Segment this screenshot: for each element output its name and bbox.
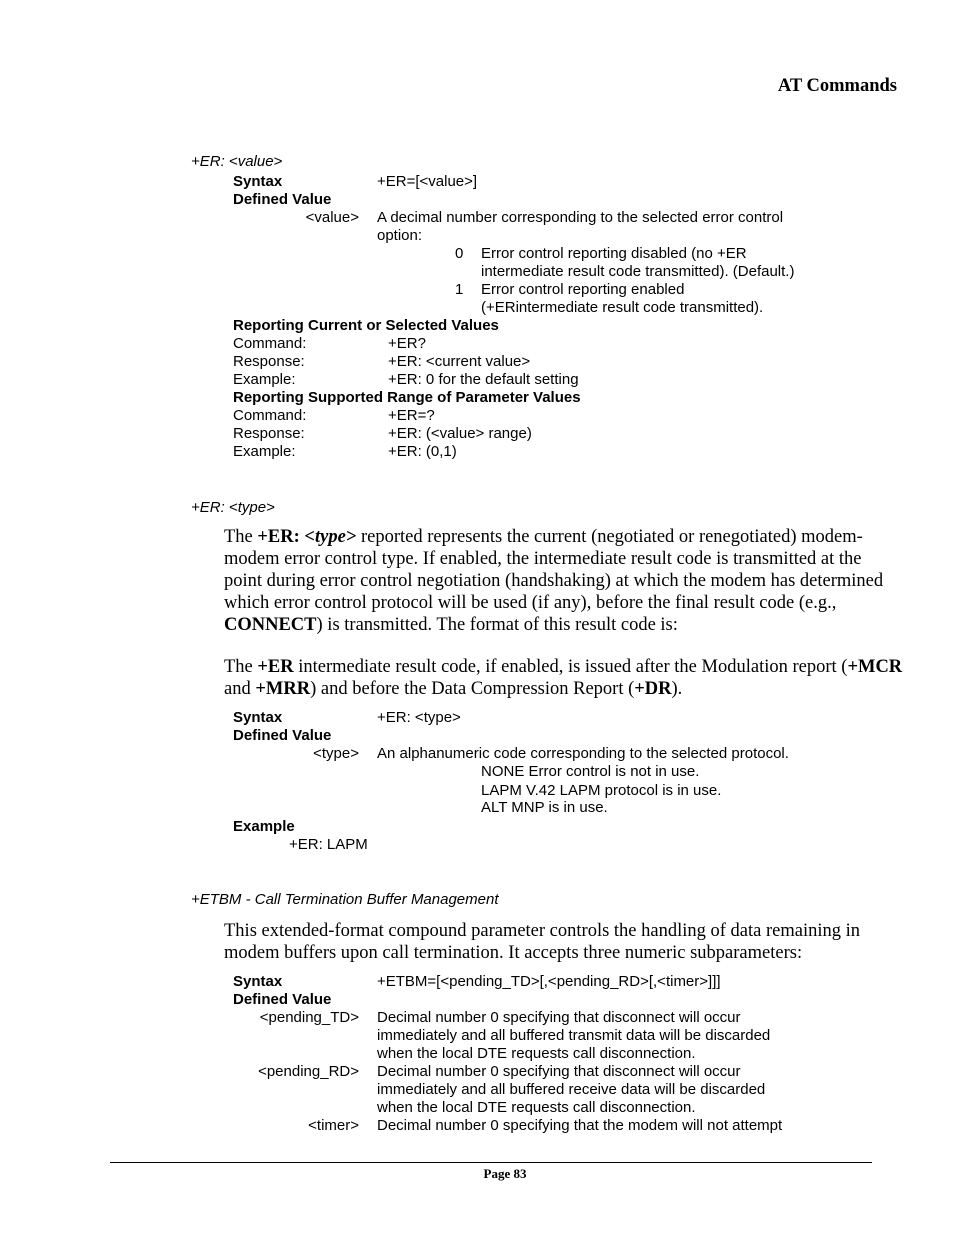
reporting-value: +ER? — [388, 335, 426, 352]
defined-value-label: Defined Value — [233, 991, 332, 1008]
param-description: when the local DTE requests call disconnection. — [377, 1099, 696, 1116]
param-name: <type> — [313, 745, 359, 762]
param-description: immediately and all buffered transmit data will be discarded — [377, 1027, 771, 1044]
reporting-label: Command: — [233, 407, 307, 424]
reporting-label: Command: — [233, 335, 307, 352]
syntax-value: +ER: <type> — [377, 709, 461, 726]
param-description: Decimal number 0 specifying that disconnect will occur — [377, 1063, 741, 1080]
param-name: <timer> — [308, 1117, 359, 1134]
syntax-value: +ER=[<value>] — [377, 173, 478, 190]
section-heading-er-value: +ER: <value> — [191, 153, 283, 170]
example-value: +ER: LAPM — [289, 836, 368, 853]
option-description: Error control reporting disabled (no +ER — [481, 245, 747, 262]
reporting-label: Response: — [233, 353, 305, 370]
param-name: <pending_RD> — [258, 1063, 359, 1080]
option-description: LAPM V.42 LAPM protocol is in use. — [481, 782, 722, 799]
footer-rule — [110, 1162, 872, 1163]
option-code: 0 — [455, 245, 464, 262]
syntax-label: Syntax — [233, 973, 283, 990]
syntax-label: Syntax — [233, 709, 283, 726]
section-heading-etbm: +ETBM - Call Termination Buffer Management — [191, 891, 499, 908]
syntax-label: Syntax — [233, 173, 283, 190]
param-description: option: — [377, 227, 423, 244]
reporting-value: +ER: 0 for the default setting — [388, 371, 579, 388]
er-type-paragraph-1: The +ER: <type> reported represents the current (negotiated or renegotiated) modem-modem error control type. If enabled, the intermediate result code is transmitted at the point during error control negotiation (handshaking) at which the modem has determined which error control protocol will be used (if any), before the final result code (e.g., CONNECT) is transmitted. The format of this result code is: — [224, 527, 884, 635]
option-description: intermediate result code transmitted). (Default.) — [481, 263, 795, 280]
page-number: Page 83 — [483, 1166, 527, 1181]
reporting-label: Example: — [233, 443, 296, 460]
option-description: Error control reporting enabled — [481, 281, 685, 298]
param-description: Decimal number 0 specifying that disconnect will occur — [377, 1009, 741, 1026]
reporting-value: +ER: (<value> range) — [388, 425, 532, 442]
syntax-value: +ETBM=[<pending_TD>[,<pending_RD>[,<timer>]]] — [377, 973, 721, 990]
defined-value-label: Defined Value — [233, 727, 332, 744]
reporting-range-heading: Reporting Supported Range of Parameter Values — [233, 389, 581, 406]
running-header: AT Commands — [777, 76, 897, 96]
reporting-current-heading: Reporting Current or Selected Values — [233, 317, 499, 334]
section-heading-er-type: +ER: <type> — [191, 499, 275, 516]
param-name: <value> — [305, 209, 359, 226]
param-description: immediately and all buffered receive data will be discarded — [377, 1081, 766, 1098]
reporting-value: +ER: (0,1) — [388, 443, 457, 460]
option-description: NONE Error control is not in use. — [481, 763, 700, 780]
option-description: ALT MNP is in use. — [481, 799, 608, 816]
reporting-value: +ER: <current value> — [388, 353, 531, 370]
reporting-label: Example: — [233, 371, 296, 388]
example-label: Example — [233, 818, 295, 835]
defined-value-label: Defined Value — [233, 191, 332, 208]
param-description: Decimal number 0 specifying that the modem will not attempt — [377, 1117, 783, 1134]
param-description: An alphanumeric code corresponding to the selected protocol. — [377, 745, 789, 762]
param-name: <pending_TD> — [259, 1009, 359, 1026]
etbm-intro-paragraph: This extended-format compound parameter controls the handling of data remaining in modem buffers upon call termination. It accepts three numeric subparameters: — [224, 921, 860, 963]
er-type-paragraph-2: The +ER intermediate result code, if enabled, is issued after the Modulation report (+MCR and +MRR) and before the Data Compression Report (+DR). — [224, 657, 903, 699]
param-description: A decimal number corresponding to the selected error control — [377, 209, 784, 226]
option-description: (+ERintermediate result code transmitted). — [481, 299, 764, 316]
reporting-label: Response: — [233, 425, 305, 442]
param-description: when the local DTE requests call disconnection. — [377, 1045, 696, 1062]
reporting-value: +ER=? — [388, 407, 435, 424]
option-code: 1 — [455, 281, 464, 298]
